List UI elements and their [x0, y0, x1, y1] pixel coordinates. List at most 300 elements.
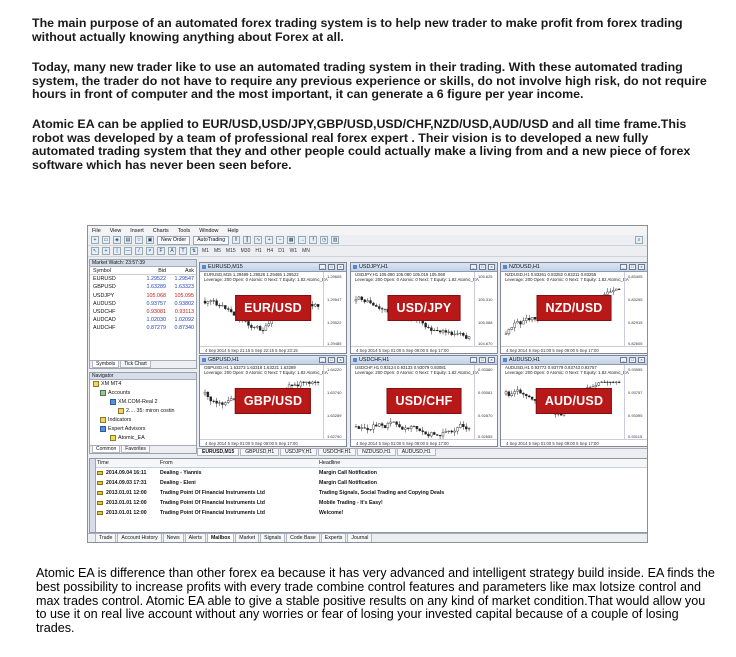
candle-body — [439, 435, 441, 436]
candle-body — [248, 321, 250, 325]
market-watch-icon[interactable]: ◈ — [113, 236, 121, 244]
candle-body — [457, 428, 459, 431]
candle-body — [361, 297, 363, 300]
mail-row[interactable] — [90, 508, 647, 518]
nav-account-label: 2.... 35: miron costin — [126, 408, 175, 414]
price-tick: 104.670 — [478, 341, 493, 346]
chart-tab[interactable]: USDJPY,H1 — [280, 449, 317, 456]
ea-icon — [110, 435, 116, 441]
time-column-header[interactable]: Time — [97, 460, 109, 466]
candle-body — [425, 323, 427, 327]
nav-accounts[interactable] — [90, 389, 196, 398]
mail-time — [90, 500, 160, 506]
nav-server[interactable] — [90, 398, 196, 407]
candle-body — [265, 326, 267, 331]
chart-title[interactable] — [501, 356, 647, 365]
price-tick: 1.29547 — [327, 297, 342, 302]
quote-bid: 0.93081 — [146, 309, 166, 316]
chart-ohlc: USDJPY,H1 105.080 105.080 105.019 105.068 — [355, 272, 445, 277]
price-tick: 0.93380 — [478, 367, 493, 372]
nav-indicators[interactable] — [90, 416, 196, 425]
candle-body — [517, 321, 519, 323]
mail-row[interactable] — [90, 488, 647, 498]
terminal-sidebar — [90, 459, 96, 532]
chart-title-text: EURUSD,M15 — [208, 264, 243, 270]
candle-body — [454, 431, 456, 432]
chart-title[interactable] — [200, 263, 346, 272]
candle-body — [615, 382, 617, 383]
quote-symbol: AUDUSD — [93, 300, 116, 307]
quote-symbol: EURUSD — [93, 276, 116, 283]
candle-body — [618, 289, 620, 290]
quote-symbol: AUDCHF — [93, 325, 116, 332]
chart-title[interactable] — [351, 263, 497, 272]
price-tick: 0.93955 — [628, 367, 643, 372]
chart-title[interactable] — [501, 263, 647, 272]
timeframe-m30[interactable]: M30 — [240, 248, 251, 254]
candle-body — [442, 432, 444, 436]
chart-window[interactable] — [199, 355, 347, 447]
horizontal-line-icon[interactable]: — — [125, 248, 131, 254]
chart-window[interactable] — [500, 355, 648, 447]
indicators-icon[interactable]: f — [309, 236, 317, 244]
metatrader-screenshot — [87, 225, 648, 543]
envelope-icon — [97, 501, 103, 505]
candle-body — [300, 382, 302, 386]
search-icon[interactable]: ⌕ — [635, 236, 643, 244]
terminal-tab[interactable]: Journal — [347, 534, 372, 543]
maximize-icon[interactable]: □ — [479, 264, 486, 270]
price-tick: 1.29485 — [327, 341, 342, 346]
mail-from: Dealing - Yiannis — [160, 470, 202, 476]
mail-row[interactable] — [90, 468, 647, 478]
quote-ask: 1.29547 — [174, 276, 194, 283]
timeframe-w1[interactable]: W1 — [289, 248, 298, 254]
chart-window[interactable] — [500, 262, 648, 354]
candle-body — [468, 337, 470, 339]
chart-ohlc: AUDUSD,H1 0.93772 0.93779 0.93743 0.93757 — [505, 365, 597, 370]
tab-symbols[interactable]: Symbols — [92, 361, 119, 368]
nav-account[interactable] — [90, 407, 196, 416]
market-watch-title: Market Watch: 23:57:39 — [90, 260, 196, 267]
quote-bid: 0.87279 — [146, 325, 166, 332]
bar-chart-icon[interactable]: ‖ — [232, 236, 240, 244]
chart-tabs — [197, 448, 647, 456]
mail-headline: Mobile Trading - It's Easy! — [319, 500, 383, 506]
navigator-panel — [89, 372, 197, 454]
candle-body — [607, 382, 609, 383]
candle-body — [370, 429, 372, 430]
timeframe-m15[interactable]: M15 — [225, 248, 236, 254]
candle-body — [297, 385, 299, 386]
terminal-tab[interactable]: Account History — [117, 534, 161, 543]
menu-file[interactable]: File — [92, 227, 101, 234]
intro-paragraph: The main purpose of an automated forex trading system is to help new trader to make profit from forex trading without actually knowing anything about Forex at all. — [32, 16, 683, 44]
close-icon[interactable]: × — [488, 357, 495, 363]
pair-label: GBP/USD — [235, 388, 311, 414]
crosshair-icon[interactable]: + — [102, 247, 110, 255]
chart-ohlc: NZDUSD,H1 0.83261 0.83282 0.83211 0.83255 — [505, 272, 597, 277]
terminal-tab[interactable]: Mailbox — [207, 534, 234, 543]
quote-symbol: USDJPY — [93, 292, 115, 299]
menu-tools[interactable]: Tools — [177, 227, 191, 234]
nav-atomic-ea-label: Atomic_EA — [118, 435, 145, 441]
candle-body — [522, 393, 524, 394]
terminal-tabs — [88, 533, 647, 543]
accounts-icon — [100, 390, 106, 396]
pair-label: AUD/USD — [536, 388, 612, 414]
candle-body — [221, 305, 223, 306]
candle-body — [528, 318, 530, 320]
nav-server-label: XM.COM-Real 2 — [118, 399, 158, 405]
label-icon[interactable]: T — [179, 247, 187, 255]
chart-window[interactable] — [350, 262, 498, 354]
candle-body — [314, 304, 316, 306]
vertical-line-icon[interactable]: | — [113, 247, 121, 255]
candle-body — [404, 428, 406, 429]
chart-tab[interactable]: NZDUSD,H1 — [357, 449, 396, 456]
menu-view[interactable]: View — [109, 227, 122, 234]
quote-row[interactable] — [90, 283, 196, 291]
candle-body — [618, 382, 620, 383]
time-axis: 4 Sep 2014 5 Sep 01:00 5 Sep 09:00 5 Sep 17:00 — [200, 439, 346, 446]
new-order-button[interactable]: New Order — [157, 236, 190, 245]
envelope-icon — [97, 471, 103, 475]
from-column-header[interactable]: From — [160, 460, 173, 466]
minimize-icon[interactable]: _ — [319, 357, 326, 363]
price-tick: 0.82605 — [628, 341, 643, 346]
envelope-icon — [97, 511, 103, 515]
candle-body — [230, 399, 232, 401]
candle-body — [308, 382, 310, 384]
menu-insert[interactable]: Insert — [130, 227, 144, 234]
close-icon[interactable]: × — [638, 264, 645, 270]
candle-body — [520, 321, 522, 324]
candle-body — [462, 333, 464, 335]
candle-body — [457, 334, 459, 335]
candle-body — [311, 382, 313, 384]
chart-ea-info: Leverage: 200 Open: 0 Atomic: 0 Next: 7 Equity: 1.82 Atomic_EA — [505, 277, 629, 283]
time-axis: 4 Sep 2014 5 Sep 21:15 5 Sep 22:15 5 Sep 23:15 — [200, 346, 346, 353]
candle-body — [230, 309, 232, 311]
pair-label: NZD/USD — [537, 295, 612, 321]
market-watch-panel — [89, 259, 197, 369]
zoom-in-icon[interactable]: + — [265, 236, 273, 244]
candle-body — [384, 425, 386, 427]
close-icon[interactable]: × — [488, 264, 495, 270]
close-icon[interactable]: × — [337, 357, 344, 363]
quote-ask: 0.87340 — [174, 325, 194, 332]
terminal-icon[interactable]: ▣ — [147, 237, 153, 243]
candle-body — [294, 385, 296, 386]
price-tick: 0.92655 — [478, 434, 493, 439]
mail-time-text: 2013.01.01 12:00 — [106, 500, 147, 506]
terminal-tab[interactable]: News — [163, 534, 184, 543]
candle-body — [207, 302, 209, 304]
quote-bid: 1.29522 — [146, 276, 166, 283]
channel-icon[interactable]: ≠ — [146, 247, 154, 255]
candle-body — [514, 323, 516, 327]
candle-body — [595, 385, 597, 387]
nav-accounts-label: Accounts — [108, 390, 131, 396]
candle-body — [364, 428, 366, 429]
candle-body — [407, 428, 409, 429]
chart-title-text: GBPUSD,H1 — [208, 357, 240, 363]
menu-charts[interactable]: Charts — [152, 227, 169, 234]
candle-body — [508, 329, 510, 333]
candle-body — [430, 328, 432, 331]
price-tick: 0.92870 — [478, 413, 493, 418]
quote-ask: 1.63323 — [174, 284, 194, 291]
candle-body — [525, 394, 527, 396]
navigator-tabs — [90, 445, 196, 453]
pair-label: USD/JPY — [388, 295, 461, 321]
candle-body — [612, 382, 614, 383]
candle-body — [436, 435, 438, 436]
candle-body — [375, 305, 377, 306]
scroll-end-icon[interactable]: → — [299, 237, 305, 243]
quote-row[interactable] — [90, 308, 196, 316]
candle-body — [517, 390, 519, 392]
candle-body — [465, 427, 467, 429]
mail-time-text: 2013.01.01 12:00 — [106, 510, 147, 516]
candle-body — [361, 428, 363, 429]
maximize-icon[interactable]: □ — [629, 264, 636, 270]
timeframe-mn[interactable]: MN — [302, 248, 310, 254]
mail-row[interactable] — [90, 478, 647, 488]
envelope-icon — [97, 481, 103, 485]
headline-column-header[interactable]: Headline — [319, 460, 341, 466]
time-axis: 4 Sep 2014 5 Sep 01:00 5 Sep 09:00 5 Sep 17:00 — [351, 439, 497, 446]
candle-body — [609, 292, 611, 293]
terminal-tab[interactable]: Signals — [260, 534, 285, 543]
terminal-tab[interactable]: Alerts — [185, 534, 206, 543]
candle-body — [393, 422, 395, 423]
data-window-icon[interactable]: ▤ — [125, 237, 131, 243]
quote-row[interactable] — [90, 300, 196, 308]
tab-tick-chart[interactable]: Tick Chart — [120, 361, 151, 368]
arrows-icon[interactable]: ⇅ — [191, 248, 197, 254]
timeframe-m5[interactable]: M5 — [213, 248, 221, 254]
candle-body — [210, 301, 212, 302]
candle-body — [413, 426, 415, 427]
terminal-tab[interactable]: Market — [235, 534, 259, 543]
price-tick: 0.93115 — [628, 434, 643, 439]
minimize-icon[interactable]: _ — [470, 357, 477, 363]
market-watch-header — [90, 267, 196, 275]
server-icon — [110, 399, 116, 405]
chart-ea-info: Leverage: 200 Open: 0 Atomic: 0 Next: 7 Equity: 1.82 Atomic_EA — [505, 370, 629, 376]
chart-title-text: NZDUSD,H1 — [509, 264, 540, 270]
timeframe-d1[interactable]: D1 — [278, 248, 285, 254]
quote-row[interactable] — [90, 316, 196, 324]
maximize-icon[interactable]: □ — [328, 264, 335, 270]
timeframe-m1[interactable]: M1 — [202, 248, 209, 254]
price-tick: 105.625 — [478, 274, 493, 279]
expert-advisors-icon — [100, 426, 106, 432]
navigator-icon[interactable]: ☆ — [136, 237, 142, 243]
price-tick: 1.63740 — [327, 390, 342, 395]
quote-ask: 0.93802 — [174, 300, 194, 307]
candle-body — [259, 326, 261, 330]
tab-common[interactable]: Common — [92, 446, 120, 453]
candle-body — [390, 422, 392, 423]
nav-atomic-ea[interactable] — [90, 434, 196, 443]
candle-body — [422, 431, 424, 432]
menu-window[interactable]: Window — [199, 227, 219, 234]
candle-body — [598, 383, 600, 385]
candle-body — [433, 330, 435, 331]
chart-ohlc: USDCHF,H1 0.93124 0.93133 0.93079 0.93081 — [355, 365, 447, 370]
price-tick: 0.83255 — [628, 297, 643, 302]
price-tick: 1.64220 — [327, 367, 342, 372]
mail-headline: Trading Signals, Social Trading and Copying Deals — [319, 490, 445, 496]
terminal-tab[interactable]: Code Base — [286, 534, 320, 543]
candle-body — [601, 382, 603, 383]
quote-symbol: GBPUSD — [93, 284, 116, 291]
menu-help[interactable]: Help — [227, 227, 239, 234]
price-tick: 1.29522 — [327, 320, 342, 325]
tab-favorites[interactable]: Favorites — [121, 446, 150, 453]
chart-tab[interactable]: AUDUSD,H1 — [397, 449, 436, 456]
price-tick: 1.29605 — [327, 274, 342, 279]
chart-tab[interactable]: EURUSD,M15 — [197, 449, 239, 456]
candle-body — [433, 432, 435, 434]
candle-body — [396, 422, 398, 425]
chart-title-text: USDJPY,H1 — [359, 264, 388, 270]
trendline-icon[interactable]: / — [135, 247, 143, 255]
chart-title[interactable] — [351, 356, 497, 365]
terminal-tab[interactable]: Experts — [321, 534, 347, 543]
symbol-column-header[interactable]: Symbol — [93, 267, 111, 274]
close-icon[interactable]: × — [337, 264, 344, 270]
zoom-out-icon[interactable]: − — [276, 236, 284, 244]
autotrading-button[interactable]: AutoTrading — [193, 236, 229, 245]
terminal-panel — [89, 458, 648, 533]
candle-body — [428, 327, 430, 328]
candle-body — [358, 297, 360, 299]
close-icon[interactable]: × — [638, 357, 645, 363]
ask-column-header[interactable]: Ask — [185, 267, 194, 274]
price-tick: 0.93081 — [478, 390, 493, 395]
candle-body — [367, 301, 369, 302]
envelope-icon — [97, 491, 103, 495]
nav-expert-advisors[interactable] — [90, 425, 196, 434]
candle-body — [522, 321, 524, 324]
candle-body — [520, 390, 522, 393]
candle-body — [256, 326, 258, 327]
quote-row[interactable] — [90, 275, 196, 283]
templates-icon[interactable]: ▥ — [332, 237, 338, 243]
chart-ea-info: Leverage: 200 Open: 0 Atomic: 0 Next: 7 Equity: 1.82 Atomic_EA — [204, 277, 328, 283]
candle-body — [381, 309, 383, 310]
candle-body — [448, 332, 450, 333]
candle-body — [604, 382, 606, 383]
candle-body — [221, 403, 223, 405]
candle-body — [459, 424, 461, 427]
terminal-header — [90, 459, 647, 468]
candle-body — [375, 425, 377, 426]
candle-body — [250, 325, 252, 327]
quote-ask: 1.02092 — [174, 317, 194, 324]
indicators-folder-icon — [100, 417, 106, 423]
candle-body — [262, 330, 264, 331]
timeframe-h4[interactable]: H4 — [266, 248, 274, 254]
candle-body — [528, 396, 530, 397]
mail-from: Dealing - Eleni — [160, 480, 196, 486]
candle-body — [311, 304, 313, 306]
nav-root-label: XM MT4 — [101, 381, 122, 387]
candle-body — [609, 382, 611, 383]
candle-body — [508, 392, 510, 396]
new-chart-icon[interactable]: + — [91, 236, 99, 244]
candle-body — [370, 301, 372, 303]
minimize-icon[interactable]: _ — [620, 264, 627, 270]
quote-row[interactable] — [90, 292, 196, 300]
mail-row[interactable] — [90, 498, 647, 508]
candle-body — [204, 301, 206, 303]
fibonacci-icon[interactable]: F — [157, 247, 165, 255]
candle-body — [387, 423, 389, 427]
candle-body — [367, 428, 369, 430]
line-chart-icon[interactable]: ∿ — [256, 237, 261, 243]
chart-tab[interactable]: GBPUSD,H1 — [240, 449, 279, 456]
candle-body — [459, 333, 461, 334]
nav-root[interactable] — [90, 380, 196, 389]
tile-windows-icon[interactable]: ▦ — [288, 237, 294, 243]
chart-title[interactable] — [200, 356, 346, 365]
quote-bid: 0.93757 — [146, 300, 166, 307]
mail-time — [90, 490, 160, 496]
chart-tab[interactable]: USDCHF,H1 — [318, 449, 356, 456]
candle-body — [428, 434, 430, 436]
maximize-icon[interactable]: □ — [479, 357, 486, 363]
profiles-icon[interactable]: ▭ — [103, 237, 109, 243]
pair-label: USD/CHF — [387, 388, 462, 414]
candle-body — [378, 424, 380, 426]
periods-icon[interactable]: ◷ — [321, 237, 327, 243]
candle-body — [355, 299, 357, 301]
maximize-icon[interactable]: □ — [328, 357, 335, 363]
candle-body — [505, 334, 507, 335]
candle-body — [317, 304, 319, 306]
maximize-icon[interactable]: □ — [629, 357, 636, 363]
candle-body — [224, 403, 226, 405]
cursor-icon[interactable]: ↖ — [92, 248, 98, 254]
text-icon[interactable]: A — [168, 247, 176, 255]
terminal-tab[interactable]: Trade — [95, 534, 116, 543]
bid-column-header[interactable]: Bid — [158, 267, 166, 274]
timeframe-h1[interactable]: H1 — [255, 248, 262, 254]
mail-time-text: 2014.09.04 16:11 — [106, 470, 147, 476]
quote-bid: 1.63289 — [146, 284, 166, 291]
candle-body — [468, 428, 470, 429]
price-tick: 1.62790 — [327, 434, 342, 439]
candlestick-icon[interactable]: ┃ — [243, 236, 251, 244]
minimize-icon[interactable]: _ — [470, 264, 477, 270]
quote-row[interactable] — [90, 324, 196, 332]
minimize-icon[interactable]: _ — [620, 357, 627, 363]
main-toolbar — [88, 235, 647, 246]
chart-window[interactable] — [199, 262, 347, 354]
candle-body — [303, 382, 305, 383]
candle-body — [253, 327, 255, 328]
mail-time — [90, 480, 160, 486]
candle-body — [213, 401, 215, 402]
chart-window[interactable] — [350, 355, 498, 447]
minimize-icon[interactable]: _ — [319, 264, 326, 270]
candle-body — [227, 309, 229, 310]
